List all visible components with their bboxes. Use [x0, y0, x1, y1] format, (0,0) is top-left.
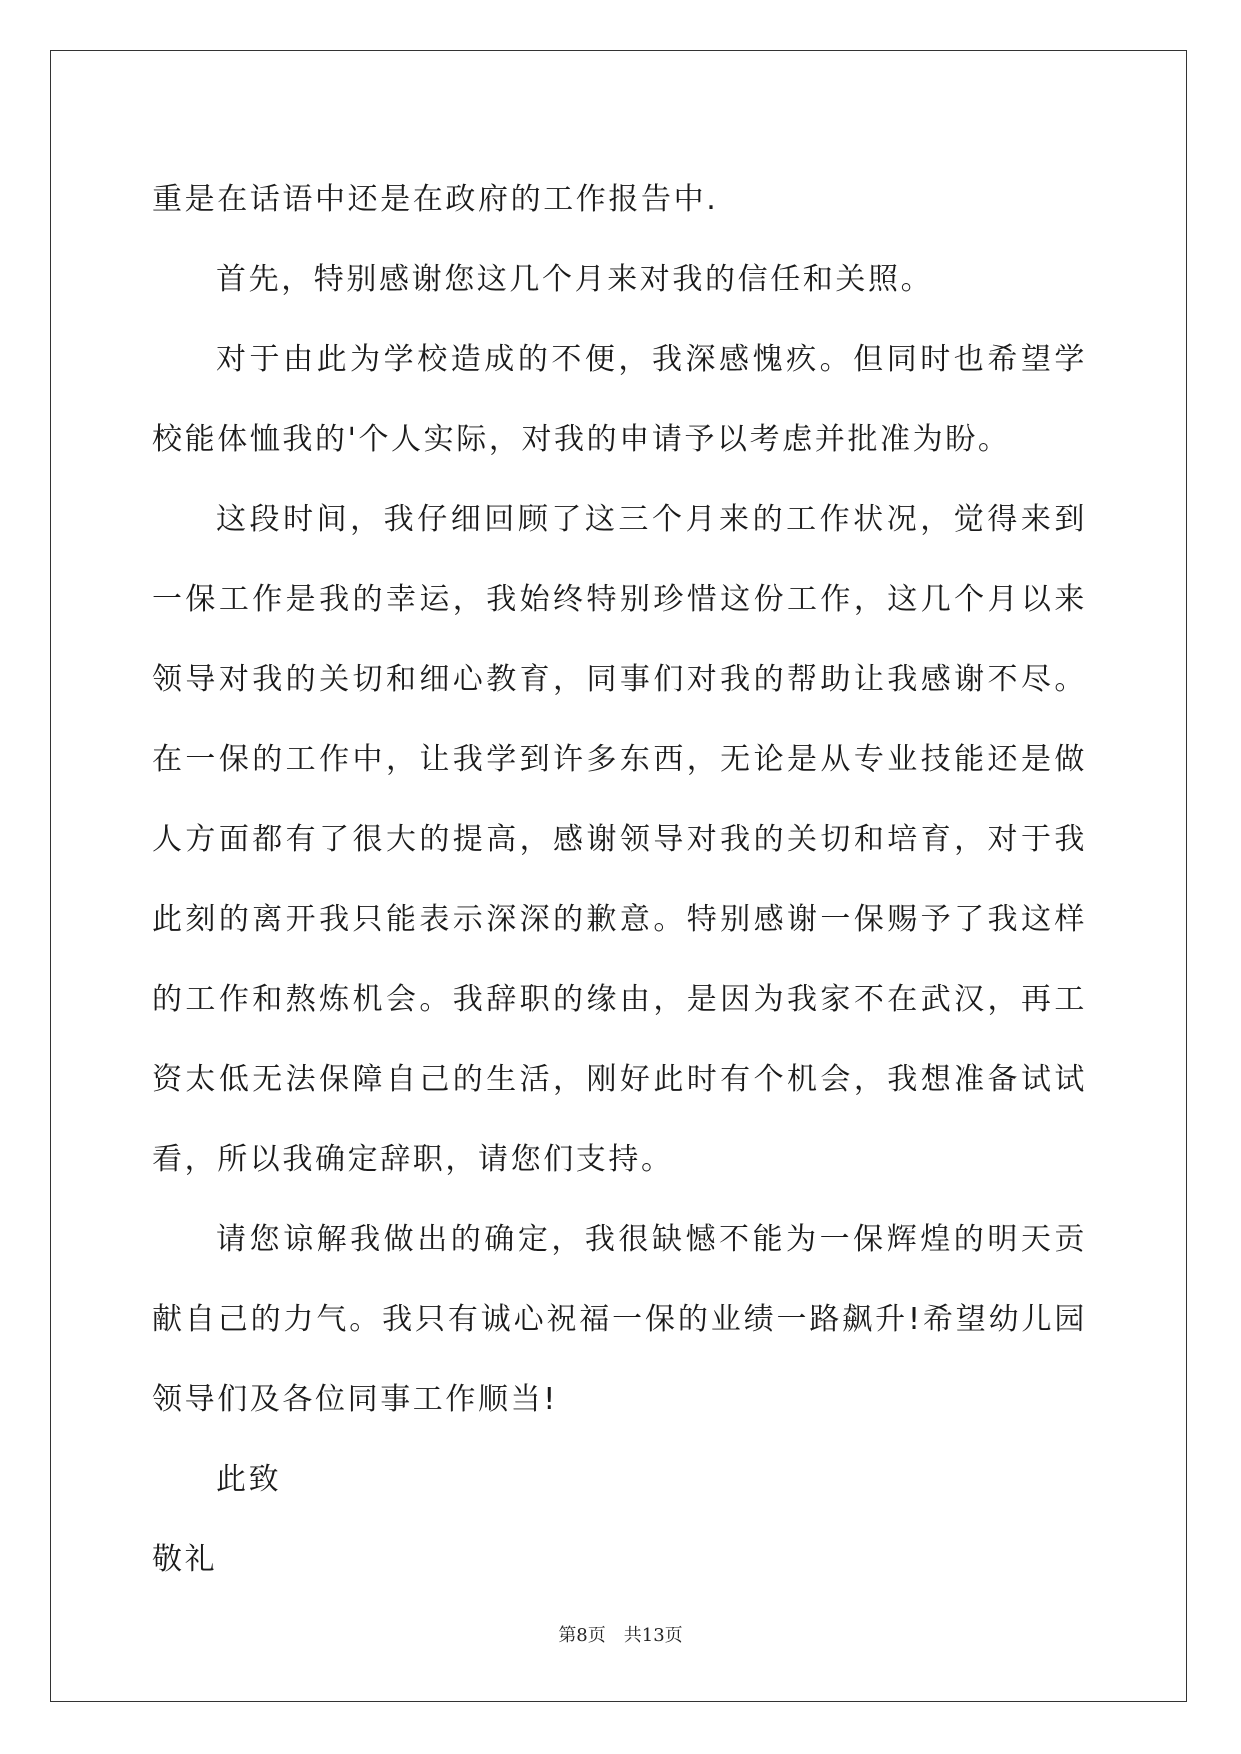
paragraph-5: 请您谅解我做出的确定，我很缺憾不能为一保辉煌的明天贡献自己的力气。我只有诚心祝福一保的业绩一路飙升!希望幼儿园领导们及各位同事工作顺当! [152, 1222, 1087, 1417]
page-number: 第8页 共13页 [558, 1625, 683, 1646]
page-footer [0, 1621, 1241, 1647]
document-body [152, 160, 1087, 1600]
paragraph-3: 对于由此为学校造成的不便，我深感愧疚。但同时也希望学校能体恤我的'个人实际，对我的申请予以考虑并批准为盼。 [152, 342, 1087, 457]
closing-regards: 敬礼 [152, 1542, 218, 1577]
paragraph-2: 首先，特别感谢您这几个月来对我的信任和关照。 [216, 262, 934, 297]
paragraph-4: 这段时间，我仔细回顾了这三个月来的工作状况，觉得来到一保工作是我的幸运，我始终特别珍惜这份工作，这几个月以来领导对我的关切和细心教育，同事们对我的帮助让我感谢不尽。在一保的工作中，让我学到许多东西，无论是从专业技能还是做人方面都有了很大的提高，感谢领导对我的关切和培育，对于我此刻的离开我只能表示深深的歉意。特别感谢一保赐予了我这样的工作和熬炼机会。我辞职的缘由，是因为我家不在武汉，再工资太低无法保障自己的生活，刚好此时有个机会，我想准备试试看，所以我确定辞职，请您们支持。 [152, 502, 1087, 1177]
closing-salutation: 此致 [216, 1462, 282, 1497]
paragraph-1: 重是在话语中还是在政府的工作报告中. [152, 182, 719, 217]
